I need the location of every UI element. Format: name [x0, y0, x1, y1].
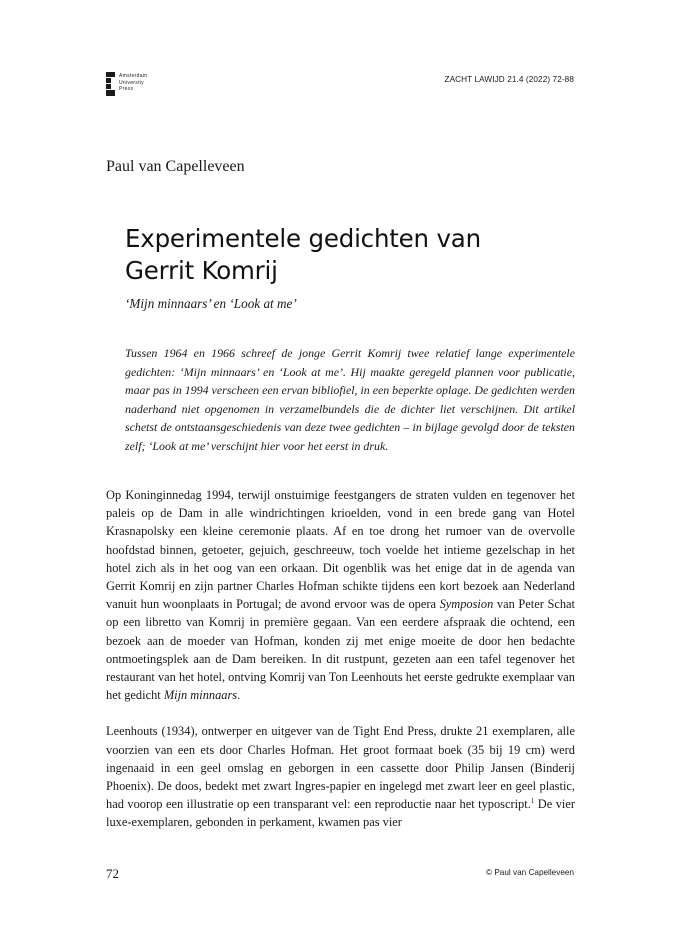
footnote-marker[interactable]: 1: [530, 797, 535, 806]
text-run: Leenhouts (1934), ontwerper en uitgever van de Tight End Press, drukte 21 exemplaren, alle voorzien van een ets door Charles Hofman. Het groot formaat boek (35 bij 19 cm) werd ingenaaid in een geel omslag en geborgen in een cassette door Philip Jansen (Binderij Phoenix). De doos, bedekt met zwart Ingres-papier en ingelegd met zwart leer en geel plastic, had voorop een illustratie op een transparant vel: een reproductie naar het typoscript.: [106, 724, 575, 812]
body-paragraph: [106, 486, 575, 704]
article-subtitle: ‘Mijn minnaars’ en ‘Look at me’: [125, 296, 297, 311]
publisher-logo: [106, 72, 147, 96]
copyright-notice: © Paul van Capelleveen: [486, 868, 574, 877]
article-abstract: Tussen 1964 en 1966 schreef de jonge Gerrit Komrij twee relatief lange experimentele gedichten: ‘Mijn minnaars’ en ‘Look at me’. Hij maakte geregeld plannen voor publicatie, maar pas in 1994 verscheen een ervan bibliofiel, in een beperkte oplage. De gedichten werden naderhand niet opgenomen in verzamelbundels die de dichter liet verschijnen. Dit artikel schetst de ontstaansgeschiedenis van deze twee gedichten – in bijlage gevolgd door de teksten zelf; ‘Look at me’ verschijnt hier voor het eerst in druk.: [125, 346, 575, 453]
article-body: [106, 486, 575, 832]
aup-logo-icon: [106, 72, 115, 96]
journal-reference: ZACHT LAWIJD 21.4 (2022) 72-88: [444, 75, 574, 84]
text-run: Op Koninginnedag 1994, terwijl onstuimige feestgangers de straten vulden en tegenover het paleis op de Dam in alle windrichtingen krioelden, vond in een brede gang van Hotel Krasnapolsky een kleine ceremonie plaats. Af en toe drong het rumoer van de overvolle hoofdstad binnen, getoeter, gejuich, geschreeuw, toch voelde het intieme gezelschap in het hotel zich als in het oog van een orkaan. Dit ogenblik was het enige dat in de agenda van Gerrit Komrij en zijn partner Charles Hofman schikte tijdens een kort bezoek aan Nederland vanuit hun woonplaats in Portugal; de avond ervoor was de opera: [106, 488, 575, 612]
title-line: Gerrit Komrij: [125, 256, 278, 285]
article-author: Paul van Capelleveen: [106, 158, 245, 175]
text-run: De vier luxe-exemplaren, gebonden in perkament, kwamen pas vier: [106, 797, 575, 830]
body-paragraph: [106, 722, 575, 831]
page-number: 72: [106, 866, 119, 881]
work-title: Mijn minnaars: [163, 688, 238, 703]
text-run: van Peter Schat op een libretto van Komrij in première gegaan. Van een eerdere afspraak die ochtend, een bezoek aan de moeder van Hofman, konden zij met enige moeite de door hen bedachte ontmoetingsplek aan de Dam bereiken. In dit rustpunt, gezeten aan een tafel tegenover het restaurant van het hotel, ontving Komrij van Ton Leenhouts het eerste gedrukte exemplaar van het gedicht: [106, 597, 575, 703]
text-run: .: [237, 688, 241, 703]
publisher-name: [119, 72, 147, 93]
title-line: Experimentele gedichten van: [125, 224, 481, 253]
publisher-line: Amsterdam: [119, 73, 148, 79]
publisher-line: Press: [119, 86, 134, 92]
publisher-line: University: [119, 79, 144, 86]
article-title: [125, 223, 585, 287]
work-title: Symposion: [439, 597, 494, 612]
